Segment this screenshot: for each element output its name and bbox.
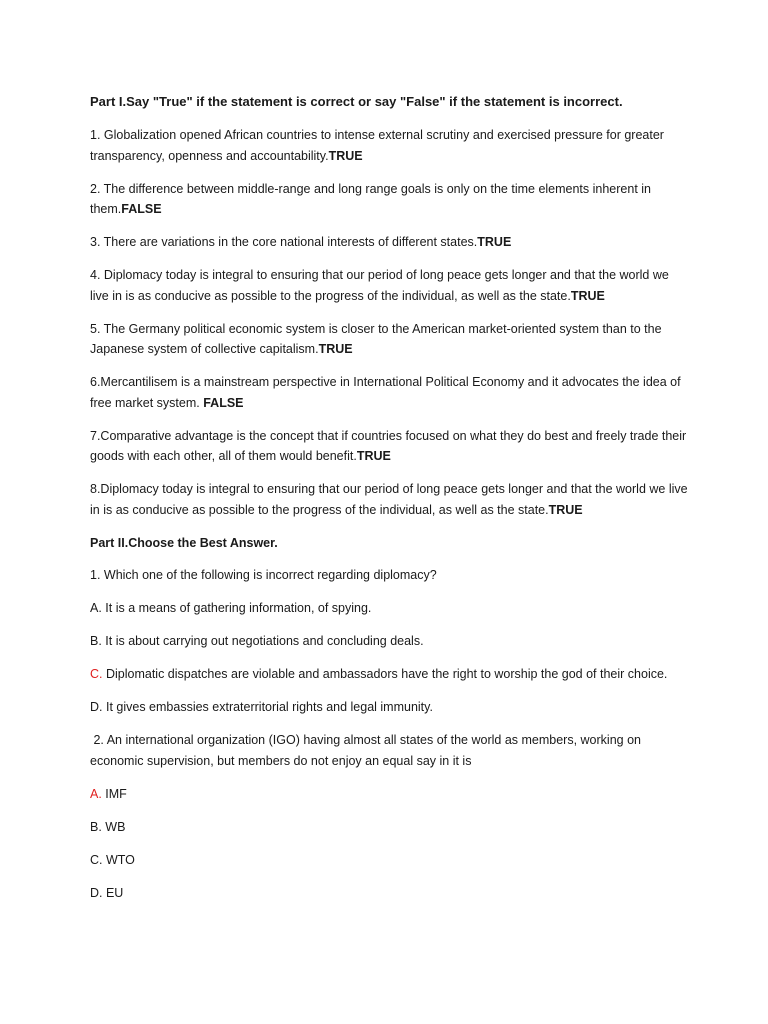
tf-answer: TRUE	[477, 235, 512, 249]
tf-item-8	[90, 479, 690, 520]
option-letter: B.	[90, 819, 102, 834]
tf-statement: 4. Diplomacy today is integral to ensuring that our period of long peace gets longer and that the world we live in is as conducive as possible to the progress of the individual, as well as the state.	[90, 268, 669, 303]
option-text: EU	[102, 885, 124, 900]
mc-option-b	[90, 817, 690, 838]
mc-question-2: 2. An international organization (IGO) having almost all states of the world as members, working on economic supervision, but members do not enjoy an equal say in it is	[90, 733, 645, 768]
tf-item-7	[90, 426, 690, 467]
mc-option-a	[90, 784, 690, 805]
tf-statement: 7.Comparative advantage is the concept that if countries focused on what they do best and freely trade their goods with each other, all of them would benefit.	[90, 428, 687, 463]
mc-option-b	[90, 631, 690, 652]
mc-option-a	[90, 598, 690, 619]
mc-question-1: 1. Which one of the following is incorrect regarding diplomacy?	[90, 568, 437, 582]
option-text: Diplomatic dispatches are violable and ambassadors have the right to worship the god of their choice.	[102, 667, 668, 681]
tf-answer: FALSE	[203, 395, 244, 410]
option-text: IMF	[101, 786, 127, 801]
tf-item-2	[90, 179, 690, 220]
mc-option-d	[90, 883, 690, 904]
option-letter-correct: C.	[90, 667, 103, 681]
tf-statement: 2. The difference between middle-range and long range goals is only on the time elements inherent in them.	[90, 181, 652, 216]
tf-item-3	[90, 232, 690, 253]
part1-heading: Part I.Say "True" if the statement is correct or say "False" if the statement is incorrect.	[90, 94, 623, 109]
option-letter: B.	[90, 634, 102, 648]
tf-item-6	[90, 372, 690, 413]
tf-answer: TRUE	[356, 449, 391, 463]
mc-option-d	[90, 697, 690, 718]
mc-option-c	[90, 850, 690, 871]
document-page	[90, 92, 690, 916]
option-text: It is a means of gathering information, of spying.	[101, 601, 372, 615]
option-letter: A.	[90, 601, 102, 615]
tf-item-5	[90, 319, 690, 360]
tf-item-4	[90, 265, 690, 306]
option-text: WTO	[102, 852, 135, 867]
mc-option-c	[90, 664, 690, 685]
tf-answer: TRUE	[328, 148, 363, 163]
option-text: It is about carrying out negotiations and concluding deals.	[101, 634, 424, 648]
option-letter: D.	[90, 885, 103, 900]
tf-statement: 3. There are variations in the core national interests of different states.	[90, 235, 478, 249]
option-letter-correct: A.	[90, 786, 102, 801]
tf-statement: 6.Mercantilisem is a mainstream perspective in International Political Economy and it advocates the idea of free market system.	[90, 375, 681, 410]
tf-answer: TRUE	[318, 342, 353, 356]
tf-statement: 8.Diplomacy today is integral to ensuring that our period of long peace gets longer and that the world we live in is as conducive as possible to the progress of the individual, as well as the state.	[90, 482, 688, 517]
option-text: WB	[101, 819, 126, 834]
option-letter: D.	[90, 700, 103, 714]
tf-answer: FALSE	[121, 202, 162, 216]
tf-statement: 5. The Germany political economic system is closer to the American market-oriented system than to the Japanese system of collective capitalism.	[90, 321, 662, 356]
option-text: It gives embassies extraterritorial rights and legal immunity.	[102, 700, 433, 714]
part2-heading: Part II.Choose the Best Answer.	[90, 535, 278, 550]
option-letter: C.	[90, 852, 103, 867]
tf-item-1	[90, 125, 690, 166]
tf-answer: TRUE	[570, 288, 605, 303]
tf-statement: 1. Globalization opened African countries to intense external scrutiny and exercised pressure for greater transparency, openness and accountability.	[90, 128, 664, 163]
tf-answer: TRUE	[548, 502, 583, 517]
